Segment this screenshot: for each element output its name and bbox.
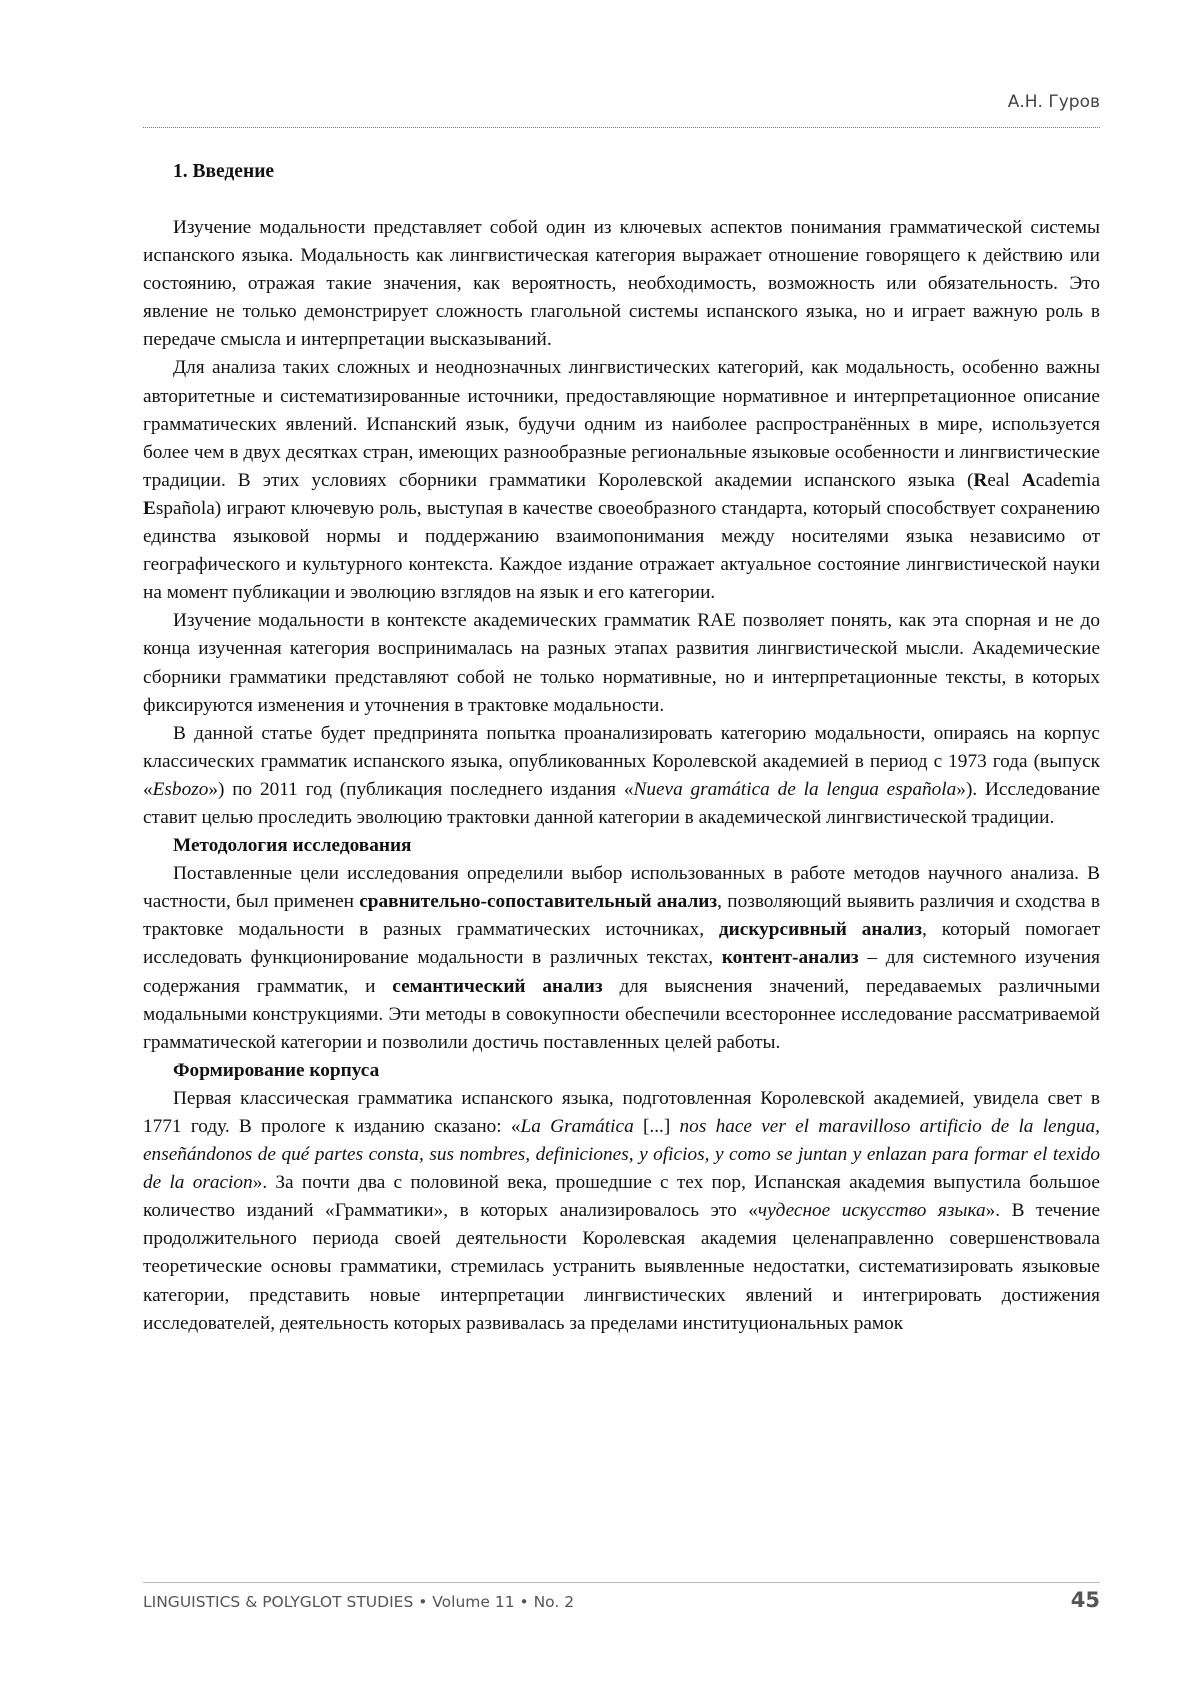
text-run: Для анализа таких сложных и неоднозначных лингвистических категорий, как модальность, особенно важны авторитетные и систематизированные источники, предоставляющие нормативное и интерпретационное описание грамматических явлений. Испанский язык, будучи одним из наиболее распространённых в мире, используется более чем в двух десятках стран, имеющих разнообразные региональные языковые особенности и лингвистические традиции. В этих условиях сборники грамматики Королевской академии испанского языка (: [143, 357, 1100, 491]
subsection-heading: [143, 832, 1100, 860]
running-header-author: А.Н. Гуров: [1007, 92, 1100, 112]
text-run: контент-анализ: [721, 947, 859, 969]
text-run: Nueva gramática de la lengua española: [633, 778, 957, 800]
text-run: – для системного изучения содержания грамматик, и: [143, 947, 1100, 997]
paragraph: [143, 354, 1100, 607]
text-run: E: [143, 497, 156, 519]
footer-journal-info: LINGUISTICS & POLYGLOT STUDIES • Volume 11 • No. 2: [143, 1593, 575, 1611]
text-run: Изучение модальности представляет собой один из ключевых аспектов понимания грамматической системы испанского языка. Модальность как лингвистическая категория выражает отношение говорящего к действию или состоянию, отражая такие значения, как вероятность, необходимость, возможность или обязательность. Это явление не только демонстрирует сложность глагольной системы испанского языка, но и играет важную роль в передаче смысла и интерпретации высказываний.: [143, 217, 1100, 351]
text-run: , который помогает исследовать функционирование модальности в различных текстах,: [143, 919, 1100, 969]
text-run: чудесное искусство языка: [757, 1200, 986, 1222]
paragraph: [143, 214, 1100, 354]
text-run: Изучение модальности в контексте академических грамматик RAE позволяет понять, как эта спорная и не до конца изученная категория воспринималась на разных этапах развития лингвистической мысли. Академические сборники грамматики представляют собой не только нормативные, но и интерпретационные тексты, в которых фиксируются изменения и уточнения в трактовке модальности.: [143, 610, 1100, 716]
header-divider: [143, 127, 1100, 128]
paragraph: [143, 1085, 1100, 1338]
text-run: для выяснения значений, передаваемых различными модальными конструкциями. Эти методы в совокупности обеспечили всестороннее исследование рассматриваемой грамматической категории и позволили достичь поставленных целей работы.: [143, 975, 1101, 1053]
text-run: cademia: [1035, 469, 1101, 491]
text-run: eal: [987, 469, 1022, 491]
paragraph: [143, 607, 1100, 719]
text-run: Методология исследования: [173, 835, 412, 857]
text-run: дискурсивный анализ: [718, 919, 923, 941]
text-run: ». За почти два с половиной века, прошедшие с тех пор, Испанская академия выпустила большое количество изданий «Грамматики», в которых анализировалось это «: [143, 1172, 1100, 1222]
article-body: [143, 158, 1100, 1338]
text-run: ») по 2011 год (публикация последнего издания «: [208, 778, 634, 800]
text-run: Формирование корпуса: [173, 1059, 380, 1081]
subsection-heading: [143, 1057, 1100, 1085]
text-run: семантический анализ: [392, 975, 603, 997]
paragraphs-container: [143, 214, 1100, 1338]
text-run: Первая классическая грамматика испанского языка, подготовленная Королевской академией, увидела свет в 1771 году. В прологе к изданию сказано: «: [143, 1087, 1100, 1137]
text-run: Esbozo: [152, 778, 209, 800]
text-run: R: [973, 469, 988, 491]
footer-divider: [143, 1582, 1100, 1583]
paragraph: [143, 720, 1100, 832]
text-run: сравнительно-сопоставительный анализ: [359, 891, 718, 913]
text-run: [...]: [633, 1116, 680, 1137]
page-number: 45: [1070, 1588, 1100, 1612]
text-run: »). Исследование ставит целью проследить эволюцию трактовки данной категории в академической лингвистической традиции.: [143, 778, 1100, 828]
text-run: ». В течение продолжительного периода своей деятельности Королевская академия целенаправленно совершенствовала теоретические основы грамматики, стремилась устранить выявленные недостатки, систематизировать языковые категории, представить новые интерпретации лингвистических явлений и интегрировать достижения исследователей, деятельность которых развивалась за пределами институциональных рамок: [143, 1200, 1101, 1334]
section-title: 1. Введение: [173, 161, 275, 182]
text-run: , позволяющий выявить различия и сходства в трактовке модальности в разных грамматических источниках,: [143, 891, 1100, 941]
paragraph: [143, 860, 1100, 1057]
text-run: A: [1021, 469, 1036, 491]
text-run: Поставленные цели исследования определили выбор использованных в работе методов научного анализа. В частности, был применен: [143, 863, 1100, 913]
text-run: spañola) играют ключевую роль, выступая в качестве своеобразного стандарта, который способствует сохранению единства языковой нормы и поддержанию взаимопонимания между носителями языка независимо от географического и культурного контекста. Каждое издание отражает актуальное состояние лингвистической науки на момент публикации и эволюцию взглядов на язык и его категории.: [143, 497, 1100, 604]
text-run: La Gramática: [520, 1116, 634, 1137]
text-run: В данной статье будет предпринята попытка проанализировать категорию модальности, опираясь на корпус классических грамматик испанского языка, опубликованных Королевской академией в период с 1973 года (выпуск «: [143, 722, 1100, 800]
text-run: nos hace ver el maravilloso artificio de la lengua, enseñándonos de qué partes consta, sus nombres, definiciones, y oficios, y como se juntan y enlazan para formar el texido de la oracion: [143, 1116, 1100, 1194]
